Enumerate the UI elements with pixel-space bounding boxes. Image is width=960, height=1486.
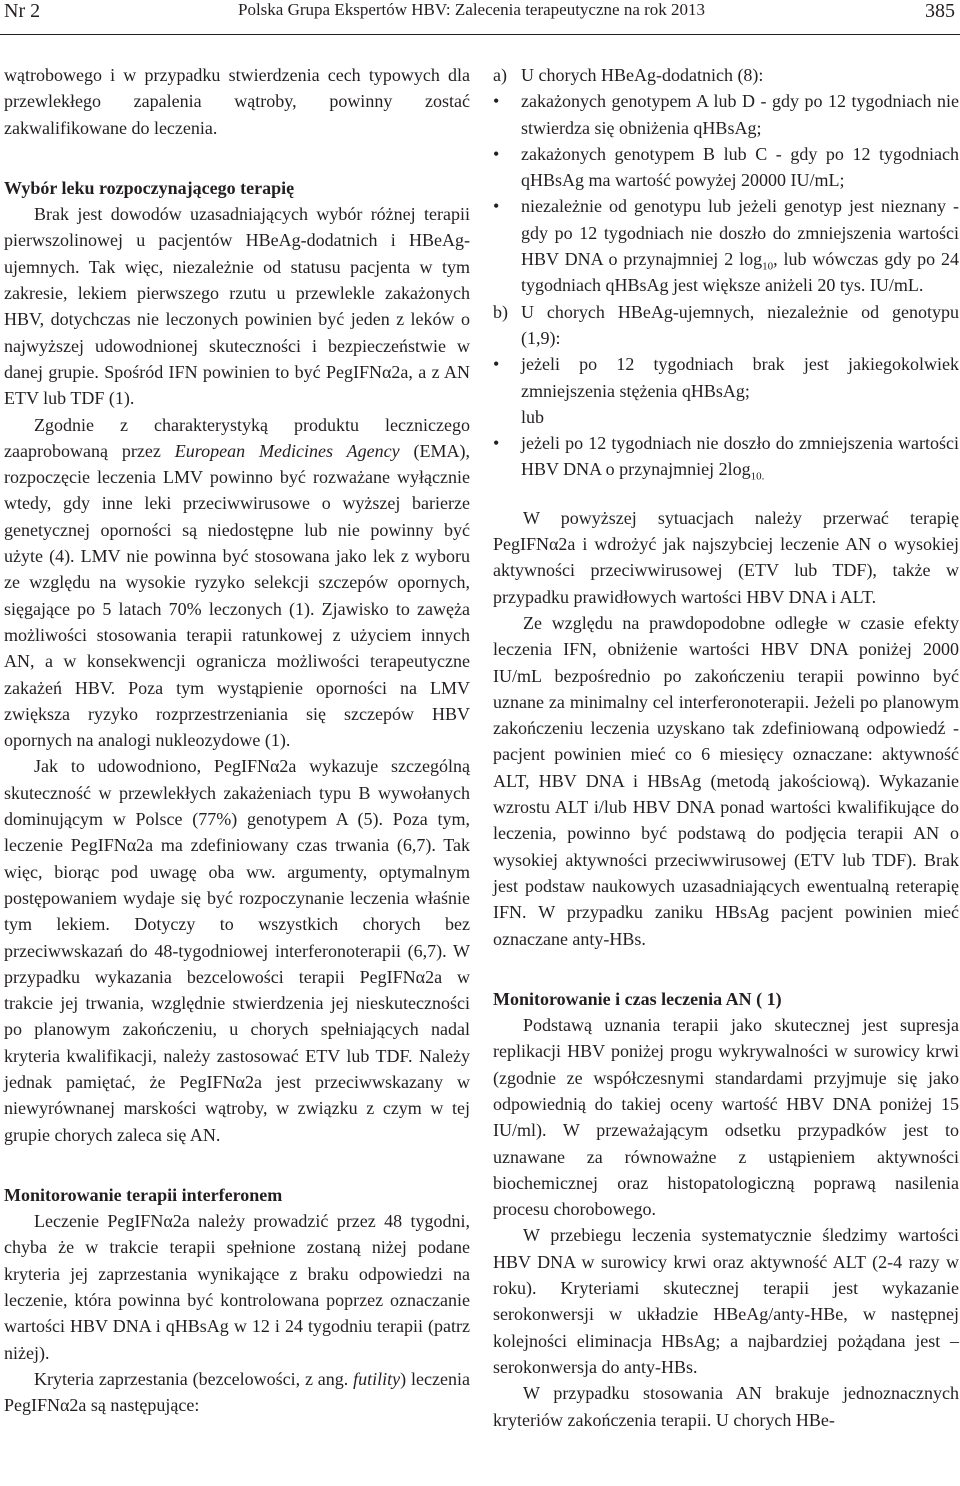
bullet-icon: • [493, 433, 500, 454]
paragraph: Leczenie PegIFNα2a należy prowadzić przez 48 tygodni, chyba że w trakcie terapii spełnione zostaną niżej podane kryteria jej zaprzestania wynikające z braku odpowiedzi na leczenie, która powinna być kontrolowana poprzez oznaczanie wartości HBV DNA i qHBsAg w 12 i 24 tygodniu terapii (patrz niżej). [4, 1211, 470, 1363]
list-item: • zakażonych genotypem B lub C - gdy po 12 tygodniach qHBsAg ma wartość powyżej 20000 IU/mL; [493, 141, 959, 194]
criteria-b: b) U chorych HBeAg-ujemnych, niezależnie od genotypu (1,9): [493, 301, 959, 348]
bullet-icon: • [493, 91, 500, 112]
paragraph: W powyższej sytuacjach należy przerwać terapię PegIFNα2a i wdrożyć jak najszybciej leczenie AN o wysokiej aktywności przeciwwirusowej (ETV lub TDF), także w przypadku prawidłowych wartości HBV DNA i ALT. [493, 507, 959, 607]
right-column [493, 62, 959, 1433]
list-item: • jeżeli po 12 tygodniach brak jest jakiegokolwiek zmniejszenia stężenia qHBsAg; [493, 351, 959, 404]
bullet-icon: • [493, 354, 500, 375]
section-heading-interferon: Monitorowanie terapii interferonem [4, 1184, 283, 1205]
list-item: • zakażonych genotypem A lub D - gdy po 12 tygodniach nie stwierdza się obniżenia qHBsAg; [493, 88, 959, 141]
paragraph: Brak jest dowodów uzasadniających wybór różnej terapii pierwszolinowej u pacjentów HBeAg-dodatnich i HBeAg-ujemnych. Tak więc, niezależnie od statusu pacjenta w tym zakresie, lekiem pierwszego rzutu u przewlekle zakażonych HBV, dotychczas nie leczonych powinien być jeden z leków o najwyższej udowodnionej skuteczności i bezpieczeństwie w danej grupie. Spośród IFN powinien to być PegIFNα2a, a z AN ETV lub TDF (1). [4, 204, 470, 409]
criteria-a: a) U chorych HBeAg-dodatnich (8): [493, 65, 764, 85]
left-column [4, 62, 470, 1419]
paragraph: Podstawą uznania terapii jako skutecznej jest supresja replikacji HBV poniżej progu wykrywalności w surowicy krwi (zgodnie ze współczesnymi standardami przyjmuje się jako odpowiednią do takiej oceny wartość HBV DNA poniżej 15 IU/ml). W przeważającym odsetku przypadków jest to uznawane za równoważne z ustąpieniem aktywności biochemicznej oraz histopatologiczną poprawą nasilenia procesu chorobowego. [493, 1015, 959, 1220]
list-item: • niezależnie od genotypu lub jeżeli genotyp jest nieznany - gdy po 12 tygodniach nie doszło do zmniejszenia wartości HBV DNA o przynajmniej 2 $\log_{10}$, lub wówczas gdy po 24 tygodniach qHBsAg jest większe aniżeli 20 tys. IU/mL. [493, 193, 959, 298]
running-header [0, 0, 960, 34]
header-rule [0, 34, 960, 35]
paragraph: Kryteria zaprzestania (bezcelowości, z ang. futility) leczenia PegIFNα2a są następujące: [4, 1368, 470, 1416]
list-item: • jeżeli po 12 tygodniach nie doszło do zmniejszenia wartości HBV DNA o przynajmniej $2\log_{10.}$ [493, 430, 959, 483]
paragraph: Ze względu na prawdopodobne odległe w czasie efekty leczenia IFN, obniżenie wartości HBV DNA poniżej 2000 IU/mL bezpośrednio po zakończeniu terapii powinno być uznane za minimalny cel interferonoterapii. Jeżeli po planowym zakończeniu leczenia uzyskano tak zdefiniowaną odpowiedź - pacjent powinien mieć co 6 miesięcy oznaczane: aktywność ALT, HBV DNA i HBsAg (metodą jakościową). Wykazanie wzrostu ALT i/lub HBV DNA ponad wartości kwalifikujące do leczenia, powinno być podstawą do podjęcia terapii AN o wysokiej aktywności przeciwwirusowej (ETV lub TDF). Brak jest podstaw naukowych uzasadniających ewentualną reterapię IFN. W przypadku zaniku HBsAg pacjent powinien mieć oznaczane anty-HBs. [493, 612, 959, 949]
journal-title: Polska Grupa Ekspertów HBV: Zalecenia terapeutyczne na rok 2013 [238, 0, 706, 19]
page-number: 385 [925, 0, 955, 22]
paragraph: W przypadku stosowania AN brakuje jednoznacznych kryteriów zakończenia terapii. U chorych HBe- [493, 1383, 959, 1430]
section-heading-an-monitoring: Monitorowanie i czas leczenia AN ( 1) [493, 988, 782, 1009]
or-connector: lub [521, 406, 545, 427]
issue-number: Nr 2 [4, 0, 41, 22]
intro-paragraph: wątrobowego i w przypadku stwierdzenia cech typowych dla przewlekłego zapalenia wątroby, powinny zostać zakwalifikowane do leczenia. [4, 65, 470, 138]
paragraph: W przebiegu leczenia systematycznie śledzimy wartości HBV DNA w surowicy krwi oraz aktywność ALT (2-4 razy w roku). Kryteriami skutecznej terapii jest wykazanie serokonwersji w układzie HBeAg/anty-HBe, w następnej kolejności eliminacja HBsAg; a najbardziej pożądana jest – serokonwersja do anty-HBs. [493, 1225, 959, 1377]
paragraph: Zgodnie z charakterystyką produktu leczniczego zaaprobowaną przez European Medicines Agency (EMA), rozpoczęcie leczenia LMV powinno być rozważane wyłącznie wtedy, gdy inne leki przeciwwirusowe o wyższej barierze genetycznej oporności są niedostępne lub nie powinny być użyte (4). LMV nie powinna być stosowana jako lek z wyboru ze względu na wysokie ryzyko selekcji szczepów opornych, sięgające po 5 latach 70% leczonych (1). Zjawisko to zawęża możliwości stosowania terapii ratunkowej z użyciem innych AN, a w konsekwencji ogranicza możliwości terapeutyczne zakażeń HBV. Poza tym wystąpienie oporności na LMV zwiększa ryzyko rozprzestrzeniania się szczepów HBV opornych na analogi nukleozydowe (1). [4, 414, 470, 751]
bullet-icon: • [493, 196, 500, 217]
section-heading-drug-choice: Wybór leku rozpoczynającego terapię [4, 177, 295, 198]
criteria-b-list [493, 351, 959, 482]
criteria-a-list [493, 88, 959, 298]
futility-term: futility [353, 1368, 401, 1389]
agency-name: European Medicines Agency [174, 440, 400, 461]
bullet-icon: • [493, 143, 500, 164]
paragraph: Jak to udowodniono, PegIFNα2a wykazuje szczególną skuteczność w przewlekłych zakażeniach typu B wywołanych dominującym w Polsce (77%) genotypem A (5). Poza tym, leczenie PegIFNα2a ma zdefiniowany czas trwania (6,7). Tak więc, biorąc pod uwagę oba ww. argumenty, optymalnym postępowaniem wydaje się być rozpoczynanie leczenia właśnie tym lekiem. Dotyczy to wszystkich chorych bez przeciwwskazań do 48-tygodniowej interferonoterapii (6,7). W przypadku wykazania bezcelowości terapii PegIFNα2a w trakcie jej trwania, względnie stwierdzenia jej nieskuteczności po planowym zakończeniu, u chorych spełniających nadal kryteria kwalifikacji, należy zastosować ETV lub TDF. Należy jednak pamiętać, że PegIFNα2a jest przeciwwskazany w niewyrównanej marskości wątroby, w związku z czym w tej grupie chorych zaleca się AN. [4, 756, 470, 1145]
